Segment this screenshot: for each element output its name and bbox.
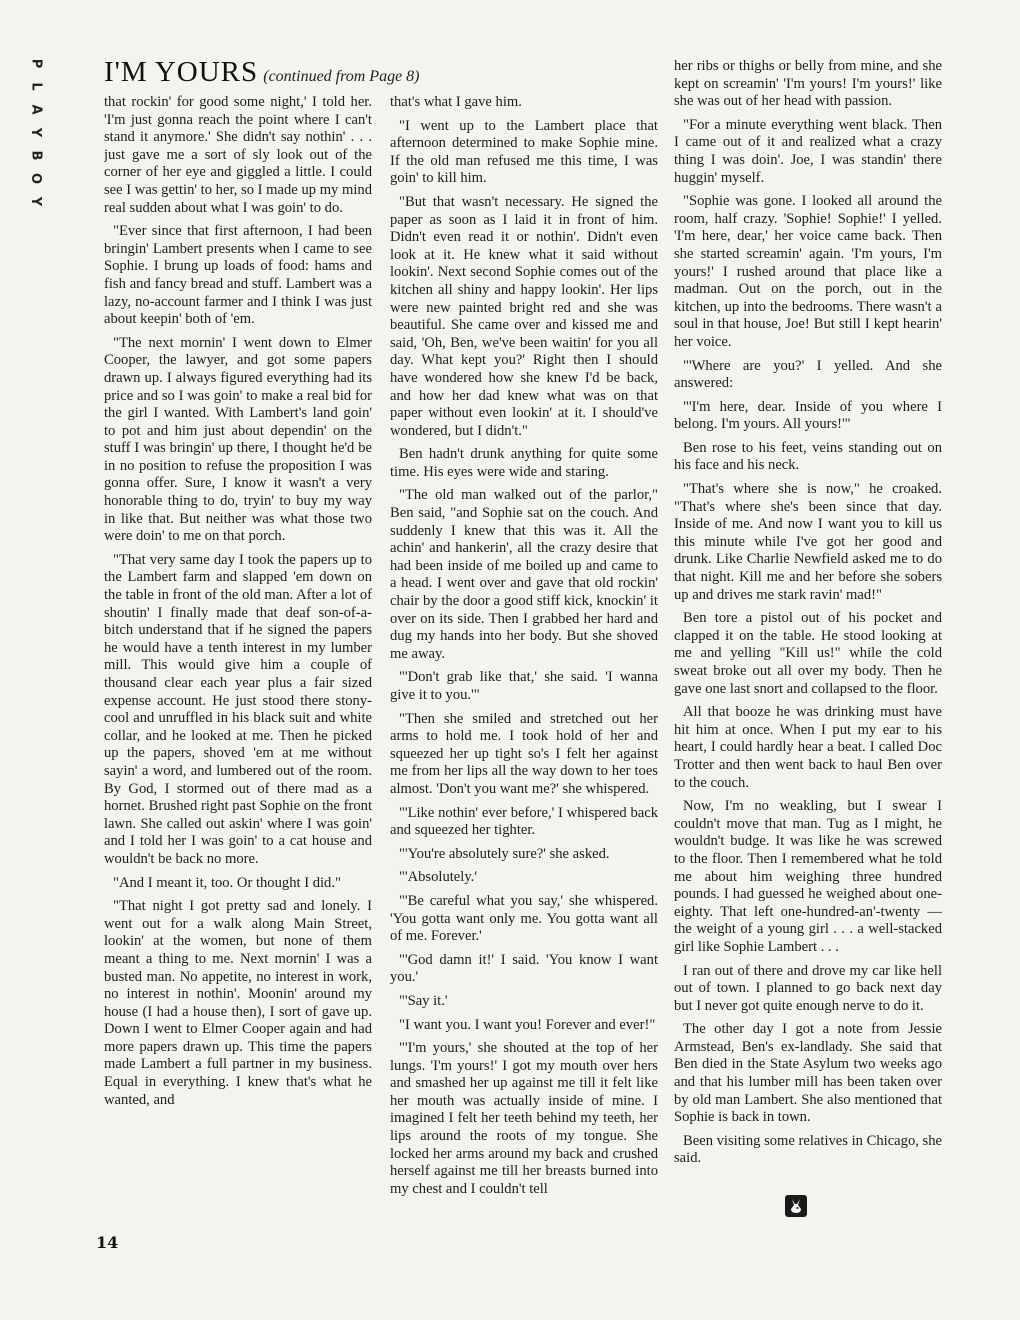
article-paragraph: "That very same day I took the papers up to the Lambert farm and slapped 'em down on the table in front of the old man. After a lot of shoutin' I finally made that deaf son-of-a-bitch understand that if he signed the papers he would have a tenth interest in my lumber mill. This would give him a couple of thousand clear each year plus a fair sized expense account. He just stood there stony-cool and unruffled in his black suit and white collar, and he looked at me. Then he picked up the papers, shoved 'em at me without sayin' a word, and lumbered out of the room. By God, I stormed out of there mad as a hornet. Brushed right past Sophie on the front lawn. She called out askin' where I was goin' and I told her I was goin' to a cat house and wouldn't be back no more. — [104, 551, 372, 867]
magazine-spine-label — [26, 52, 46, 213]
page-number: 14 — [96, 1233, 119, 1252]
article-paragraph: "'I'm yours,' she shouted at the top of her lungs. 'I'm yours!' I got my mouth over hers and smashed her up against me till it felt like her mouth was actually inside of mine. I imagined I felt her teeth behind my teeth, her lips around the roots of my tongue. She locked her arms around my back and crushed herself against me till her breasts burned into my chest and I couldn't tell — [390, 1040, 658, 1197]
text-column-1 — [104, 94, 372, 1219]
article-paragraph: "Ever since that first afternoon, I had been bringin' Lambert presents when I came to see Sophie. I brung up loads of food: hams and fish and fancy bread and stuff. Lambert was a lazy, no-account farmer and I think I was just about keepin' both of 'em. — [104, 223, 372, 328]
article-paragraph: "'You're absolutely sure?' she asked. — [399, 845, 610, 862]
article-paragraph: that's what I gave him. — [390, 94, 522, 110]
article-paragraph: that rockin' for good some night,' I told her. 'I'm just gonna reach the point where I can't stand it anymore.' She didn't say nothin' . . . just gave me a sort of sly look out of the corner of her eye and giggled a little. I could see I was gettin' to her, so I made up my mind real sudden about what I was goin' to do. — [104, 94, 372, 216]
article-paragraph: "'God damn it!' I said. 'You know I want you.' — [390, 951, 658, 986]
continued-note: (continued from Page 8) — [263, 68, 420, 85]
spine-letter: L — [28, 82, 44, 91]
article-paragraph: "Sophie was gone. I looked all around the room, half crazy. 'Sophie! Sophie!' I yelled. 'I'm here, dear,' her voice came back. Then she started screamin' again. 'I'm yours, I'm yours!' I rushed around that place like a madman. Out on the porch, out in the kitchen, up into the bedrooms. There wasn't a soul in that house, Joe! But still I kept hearin' her voice. — [674, 193, 942, 350]
article-paragraph: Been visiting some relatives in Chicago, she said. — [674, 1132, 942, 1167]
article-paragraph: "That night I got pretty sad and lonely. I went out for a walk along Main Street, lookin' at the women, but none of them meant a thing to me. Next mornin' I was a busted man. No appetite, no interest in work, no interest in nothin'. Moonin' around my house (I had a house then), I sort of gave up. Down I went to Elmer Cooper again and had more papers drawn up. This time the papers made Lambert a full partner in my business. Equal in everything. I knew that's what he wanted, and — [104, 898, 372, 1108]
article-paragraph: Ben tore a pistol out of his pocket and clapped it on the table. He stood looking at me and yelling "Kill us!" while the cold sweat broke out all over my body. Then he gave one last snort and collapsed to the floor. — [674, 610, 942, 697]
text-column-3 — [674, 58, 942, 1178]
article-paragraph: I ran out of there and drove my car like hell out of town. I planned to go back next day but I never got quite enough nerve to do it. — [674, 962, 942, 1014]
article-paragraph: Now, I'm no weakling, but I swear I couldn't move that man. Tug as I might, he wouldn't budge. It was like he was screwed to the floor. Then I remembered what he told me about him weighing three hundred pounds. I had guessed he weighed about one-eighty. That left one-hundred-an'-twenty — the weight of a young girl . . . a well-stacked girl like Sophie Lambert . . . — [674, 798, 942, 955]
article-paragraph: Ben hadn't drunk anything for quite some time. His eyes were wide and staring. — [390, 446, 658, 480]
spine-letter: Y — [28, 127, 44, 138]
article-paragraph: "But that wasn't necessary. He signed the paper as soon as I laid it in front of him. Didn't even read it or nothin'. Didn't even look at it. He knew what it said without lookin'. Next second Sophie comes out of the kitchen all shiny and happy lookin'. Her lips were new painted bright red and she was beautiful. She came over and kissed me and said, 'Oh, Ben, we've been waitin' for you all day. What kept you?' Right then I should have wondered how she knew I'd be back, and how her dad knew what was on that paper without even lookin' at it. I should've wondered, but I didn't." — [390, 193, 658, 439]
article-paragraph: "'I'm here, dear. Inside of you where I belong. I'm yours. All yours!'" — [674, 398, 942, 433]
article-paragraph: "The old man walked out of the parlor," Ben said, "and Sophie sat on the couch. And suddenly I knew that this was it. All the achin' and hankerin', all the crazy desire that had been inside of me boiled up and came to a head. I went over and gave that old rockin' chair by the door a good stiff kick, knockin' it over on its side. Then I grabbed her hard and dug my hands into her body. But she shoved me away. — [390, 487, 658, 662]
article-paragraph: "And I meant it, too. Or thought I did." — [113, 874, 341, 891]
article-paragraph: "That's where she is now," he croaked. "That's where she's been since that day. Inside of me. And now I want you to kill us this minute while I've got her good and drunk. Like Charlie Newfield asked me to do that night. Kill me and her before she sobers up and drives me stark ravin' mad!" — [674, 481, 942, 603]
article-paragraph: "'Don't grab like that,' she said. 'I wanna give it to you.'" — [390, 669, 658, 703]
rabbit-head-icon — [785, 1195, 807, 1217]
article-header — [104, 56, 420, 89]
article-paragraph: her ribs or thighs or belly from mine, and she kept on screamin' 'I'm yours! I'm yours!' like she was out of her head with passion. — [674, 58, 942, 110]
spine-letter: P — [28, 58, 44, 69]
article-paragraph: Ben rose to his feet, veins standing out on his face and his neck. — [674, 439, 942, 474]
article-paragraph: The other day I got a note from Jessie Armstead, Ben's ex-landlady. She said that Ben died in the State Asylum two weeks ago and that his lumber mill has been taken over by old man Lambert. She also mentioned that Sophie is back in town. — [674, 1021, 942, 1126]
article-title: I'M YOURS — [104, 56, 259, 88]
article-paragraph: All that booze he was drinking must have hit him at once. When I put my ear to his heart, I could hardly hear a beat. I called Doc Trotter and then went back to haul Ben over to the couch. — [674, 704, 942, 791]
article-paragraph: "Then she smiled and stretched out her arms to hold me. I took hold of her and squeezed her up tight so's I felt her against me from her lips all the way down to her toes almost. 'Don't you want me?' she whispered. — [390, 710, 658, 797]
spine-letter: A — [28, 104, 44, 115]
article-paragraph: "'Absolutely.' — [399, 869, 477, 886]
article-paragraph: "The next mornin' I went down to Elmer Cooper, the lawyer, and got some papers drawn up. I always figured everything had its price and so I was goin' to make a real bid for the girl I wanted. With Lambert's land goin' to pot and him just about dependin' on the stuff I was bringin' up there, I thought he'd be in no position to refuse the proposition I was gonna offer. Sure, I know it wasn't a very honorable thing to do, tryin' to buy my way in like that. But neither was what those two were doin' to me on that porch. — [104, 334, 372, 545]
spine-letter: O — [28, 172, 44, 185]
article-paragraph: "'Where are you?' I yelled. And she answered: — [674, 357, 942, 392]
article-paragraph: "'Say it.' — [399, 992, 448, 1009]
article-paragraph: "'Be careful what you say,' she whispered. 'You gotta want only me. You gotta want all of me. Forever.' — [390, 892, 658, 945]
text-column-2 — [390, 94, 658, 1222]
article-paragraph: "For a minute everything went black. Then I came out of it and realized what a crazy thing I was doin'. Joe, I was standin' there huggin' myself. — [674, 116, 942, 186]
article-paragraph: "I went up to the Lambert place that afternoon determined to make Sophie mine. If the old man refused me this time, I was goin' to kill him. — [390, 117, 658, 187]
spine-letter: B — [28, 150, 44, 161]
article-paragraph: "'Like nothin' ever before,' I whispered back and squeezed her tighter. — [390, 804, 658, 839]
article-paragraph: "I want you. I want you! Forever and ever!" — [399, 1016, 656, 1033]
spine-letter: Y — [28, 196, 44, 207]
